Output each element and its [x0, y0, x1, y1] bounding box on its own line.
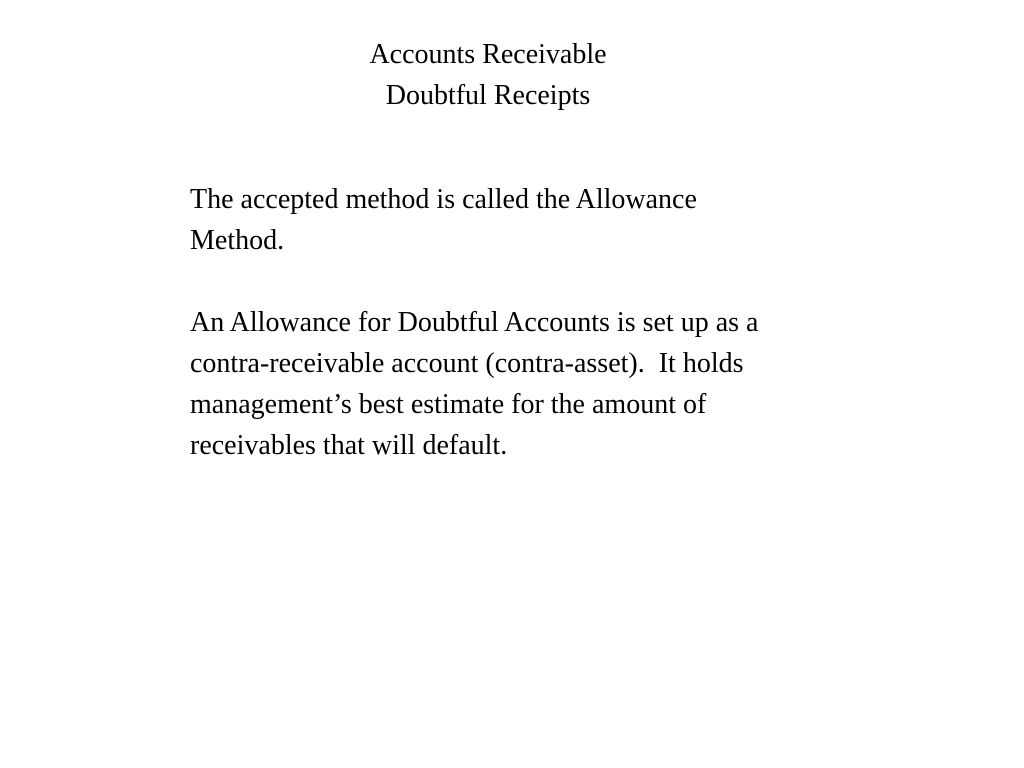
paragraph-allowance-method [190, 179, 910, 261]
paragraph-line: Method. [190, 225, 285, 256]
title-line-2: Doubtful Receipts [385, 80, 591, 111]
paragraph-line: receivables that will default. [190, 430, 508, 461]
paragraph-line: An Allowance for Doubtful Accounts is set up as a [190, 307, 759, 338]
slide-title [300, 34, 676, 116]
paragraph-allowance-account [190, 302, 910, 466]
paragraph-line: contra-receivable account (contra-asset). It holds [190, 348, 744, 379]
paragraph-line: management’s best estimate for the amount of [190, 389, 707, 420]
slide-body [190, 179, 910, 466]
paragraph-line: The accepted method is called the Allowance [190, 184, 697, 215]
title-line-1: Accounts Receivable [369, 39, 607, 70]
